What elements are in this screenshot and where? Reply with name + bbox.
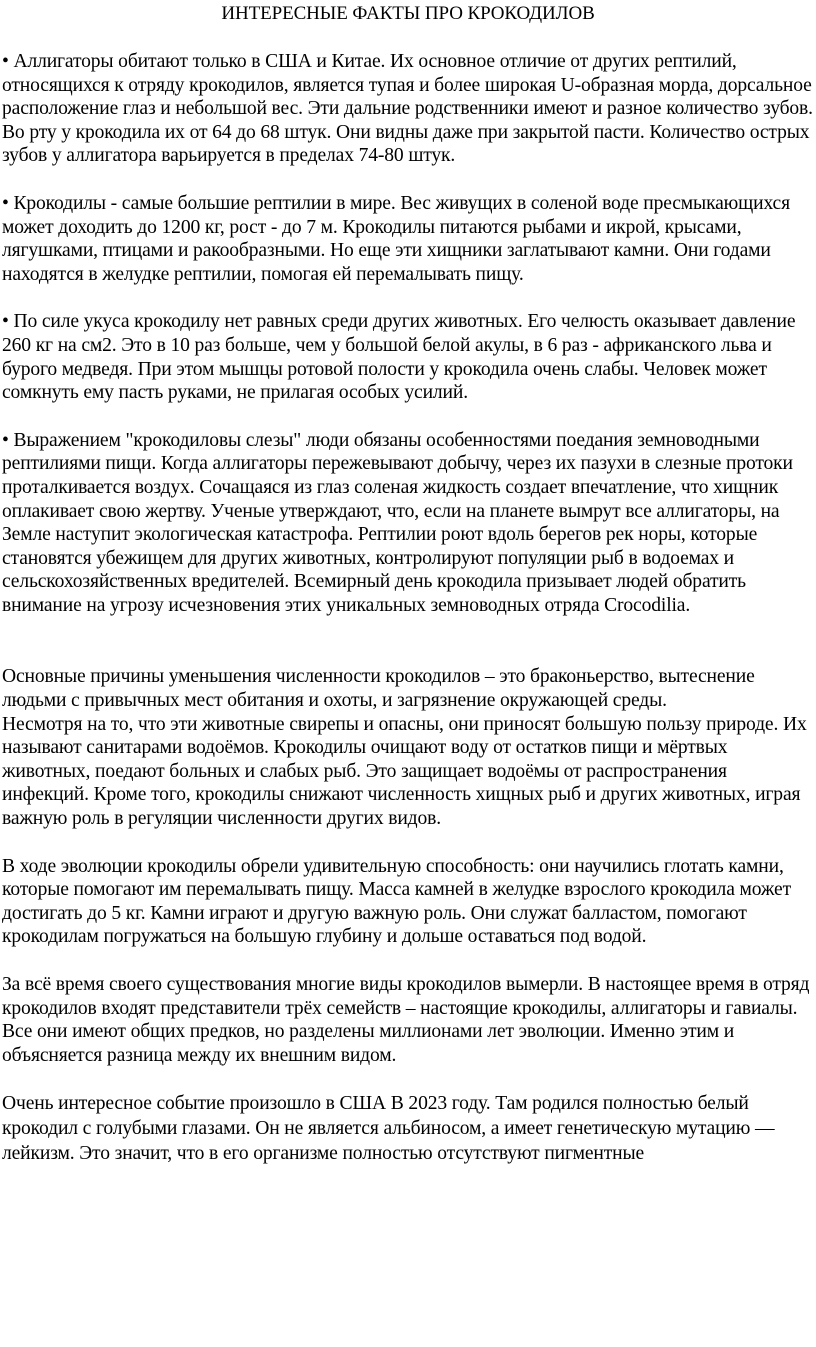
spacer <box>2 26 814 50</box>
spacer <box>2 617 814 665</box>
paragraph-white-crocodile: Очень интересное событие произошло в США В 2023 году. Там родился полностью белый крокодил с голубыми глазами. Он не является альбиносом, а имеет генетическую мутацию — лейкизм. Это значит, что в его организме полностью отсутствуют пигментные <box>2 1093 775 1165</box>
paragraph-decline-causes: Основные причины уменьшения численности крокодилов – это браконьерство, вытеснение людьми с привычных мест обитания и охоты, и загрязнение окружающей среды. <box>2 666 755 712</box>
paragraph-bite-force: • По силе укуса крокодилу нет равных среди других животных. Его челюсть оказывает давление 260 кг на см2. Это в 10 раз больше, чем у большой белой акулы, в 6 раз - африканского льва и бурого медведя. При этом мышцы ротовой полости у крокодила очень слабы. Человек может сомкнуть ему пасть руками, не прилагая особых усилий. <box>2 311 796 404</box>
spacer <box>2 168 814 192</box>
spacer <box>2 831 814 855</box>
spacer <box>2 286 814 310</box>
paragraph-largest-reptiles: • Крокодилы - самые большие рептилии в мире. Вес живущих в соленой воде пресмыкающихся может доходить до 1200 кг, рост - до 7 м. Крокодилы питаются рыбами и икрой, крысами, лягушками, птицами и ракообразными. Но еще эти хищники заглатывают камни. Они годами находятся в желудке рептилии, помогая ей перемалывать пищу. <box>2 192 790 285</box>
paragraph-sanitary-role: Несмотря на то, что эти животные свирепы и опасны, они приносят большую пользу природе. Их называют санитарами водоёмов. Крокодилы очищают воду от остатков пищи и мёртвых животных, поедают больных и слабых рыб. Это защищает водоёмы от распространения инфекций. Кроме того, крокодилы снижают численность хищных рыб и других животных, играя важную роль в регуляции численности других видов. <box>2 713 807 830</box>
paragraph-swallowing-stones: В ходе эволюции крокодилы обрели удивительную способность: они научились глотать камни, которые помогают им перемалывать пищу. Масса камней в желудке взрослого крокодила может достигать до 5 кг. Камни играют и другую важную роль. Они служат балластом, помогают крокодилам погружаться на большую глубину и дольше оставаться под водой. <box>2 855 791 948</box>
spacer <box>2 949 814 973</box>
paragraph-crocodile-tears: • Выражением "крокодиловы слезы" люди обязаны особенностями поедания земноводными рептилиями пищи. Когда аллигаторы пережевывают добычу, через их пазухи в слезные протоки проталкивается воздух. Сочащаяся из глаз соленая жидкость создает впечатление, что хищник оплакивает свою жертву. Ученые утверждают, что, если на планете вымрут все аллигаторы, на Земле наступит экологическая катастрофа. Рептилии роют вдоль берегов рек норы, которые становятся убежищем для других животных, контролируют популяции рыб в водоемах и сельскохозяйственных вредителей. Всемирный день крокодила призывает людей обратить внимание на угрозу исчезновения этих уникальных земноводных отряда Crocodilia. <box>2 429 793 616</box>
paragraph-alligators: • Аллигаторы обитают только в США и Китае. Их основное отличие от других рептилий, относящихся к отряду крокодилов, является тупая и более широкая U-образная морда, дорсальное расположение глаз и небольшой вес. Эти дальние родственники имеют и разное количество зубов. Во рту у крокодила их от 64 до 68 штук. Они видны даже при закрытой пасти. Количество острых зубов у аллигатора варьируется в пределах 74-80 штук. <box>2 51 813 167</box>
paragraph-extinct-species: За всё время своего существования многие виды крокодилов вымерли. В настоящее время в отряд крокодилов входят представители трёх семейств – настоящие крокодилы, аллигаторы и гавиалы. Все они имеют общих предков, но разделены миллионами лет эволюции. Именно этим и объясняется разница между их внешним видом. <box>2 974 810 1066</box>
spacer <box>2 1067 814 1091</box>
document-title: ИНТЕРЕСНЫЕ ФАКТЫ ПРО КРОКОДИЛОВ <box>221 3 595 24</box>
spacer <box>2 405 814 429</box>
